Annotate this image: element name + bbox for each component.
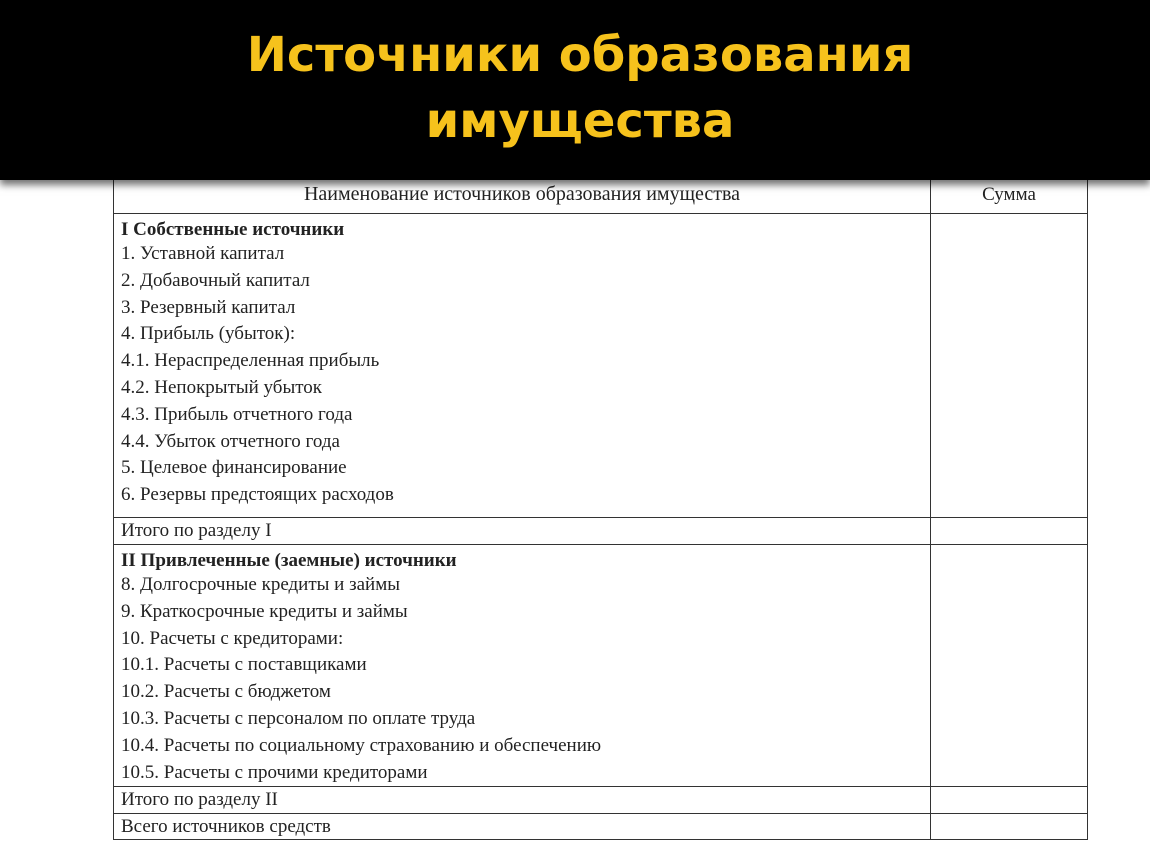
section-2-cell: [114, 545, 931, 787]
section-2-total-label: Итого по разделу II: [114, 787, 931, 814]
list-item: 4.3. Прибыль отчетного года: [121, 403, 353, 425]
section-2-sum-cell: [931, 545, 1088, 787]
list-item: 2. Добавочный капитал: [121, 269, 310, 291]
section-2-total-sum: [931, 787, 1088, 814]
slide-title: [0, 22, 1150, 154]
header-sum-cell: Сумма: [931, 179, 1088, 214]
list-item: 10.4. Расчеты по социальному страхованию и обеспечению: [121, 734, 602, 756]
list-item: 6. Резервы предстоящих расходов: [121, 484, 394, 506]
list-item: 10.5. Расчеты с прочими кредиторами: [121, 761, 428, 783]
list-item: 5. Целевое финансирование: [121, 457, 347, 479]
section-1-total-row: [114, 518, 1088, 545]
slide-title-line-2: имущества: [425, 93, 735, 149]
list-item: 1. Уставной капитал: [121, 243, 285, 264]
property-sources-table: [113, 178, 1088, 840]
list-item: 9. Краткосрочные кредиты и займы: [121, 600, 408, 622]
grand-total-sum: [931, 814, 1088, 840]
list-item: 4.1. Нераспределенная прибыль: [121, 350, 380, 372]
list-item: 4. Прибыль (убыток):: [121, 323, 296, 345]
section-2-heading: II Привлеченные (заемные) источники: [121, 550, 457, 571]
list-item: 10.2. Расчеты с бюджетом: [121, 681, 331, 703]
slide-title-line-1: Источники образования: [246, 27, 914, 83]
list-item: 10.1. Расчеты с поставщиками: [121, 654, 367, 676]
section-2-total-row: [114, 787, 1088, 814]
grand-total-row: [114, 814, 1088, 840]
header-name-cell: Наименование источников образования имущества: [114, 179, 931, 214]
grand-total-label: Всего источников средств: [114, 814, 931, 840]
table-header-row: [114, 179, 1088, 214]
title-band: [0, 0, 1150, 180]
section-1-total-sum: [931, 518, 1088, 545]
section-1-heading: I Собственные источники: [121, 219, 345, 240]
section-2-row: [114, 545, 1088, 787]
list-item: 10. Расчеты с кредиторами:: [121, 627, 344, 649]
section-1-row: [114, 214, 1088, 518]
list-item: 4.4. Убыток отчетного года: [121, 430, 340, 452]
section-1-sum-cell: [931, 214, 1088, 518]
list-item: 10.3. Расчеты с персоналом по оплате труда: [121, 707, 476, 729]
list-item: 4.2. Непокрытый убыток: [121, 376, 323, 398]
section-1-cell: [114, 214, 931, 518]
section-1-total-label: Итого по разделу I: [114, 518, 931, 545]
list-item: 8. Долгосрочные кредиты и займы: [121, 574, 400, 595]
list-item: 3. Резервный капитал: [121, 296, 296, 318]
